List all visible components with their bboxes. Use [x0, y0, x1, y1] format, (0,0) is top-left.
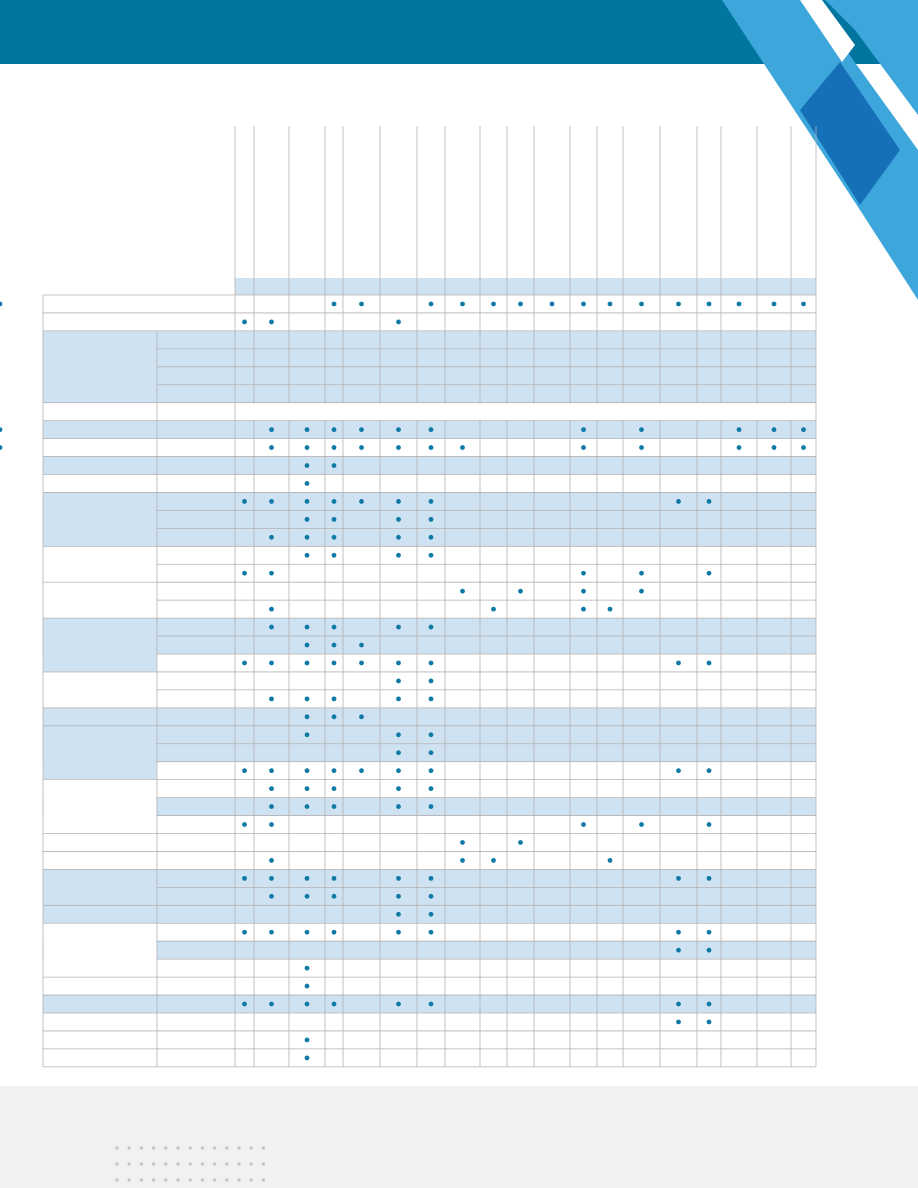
matrix-dot [581, 302, 586, 307]
matrix-dot [305, 1055, 310, 1060]
matrix-dot [242, 499, 247, 504]
matrix-dot [332, 463, 337, 468]
matrix-dot [429, 535, 434, 540]
matrix-dot [396, 768, 401, 773]
matrix-dot [707, 661, 712, 666]
matrix-dot [242, 876, 247, 881]
matrix-dot [608, 858, 613, 863]
matrix-dot [581, 822, 586, 827]
pattern-dot [164, 1146, 167, 1149]
pattern-dot [176, 1162, 179, 1165]
merged-label-cell-group-g [44, 726, 157, 779]
matrix-dot [269, 894, 274, 899]
merged-label-cell-group-d [44, 583, 157, 618]
matrix-dot [429, 876, 434, 881]
matrix-dot [429, 732, 434, 737]
matrix-dot [242, 571, 247, 576]
matrix-dot [332, 499, 337, 504]
matrix-dot [772, 427, 777, 432]
merged-label-cell-group-h [44, 780, 157, 833]
matrix-dot [676, 661, 681, 666]
matrix-dot [396, 876, 401, 881]
matrix-dot [737, 427, 742, 432]
matrix-dot [707, 876, 712, 881]
matrix-dot [639, 302, 644, 307]
matrix-dot [676, 499, 681, 504]
matrix-dot [429, 517, 434, 522]
matrix-dot [429, 912, 434, 917]
pattern-dot [237, 1146, 240, 1149]
pattern-dot [128, 1178, 131, 1181]
pattern-dot [201, 1178, 204, 1181]
matrix-dot [737, 302, 742, 307]
matrix-dot [772, 445, 777, 450]
matrix-dot [332, 768, 337, 773]
merged-label-cell-group-b [44, 493, 157, 546]
matrix-dot [707, 571, 712, 576]
matrix-dot [707, 822, 712, 827]
matrix-dot [269, 822, 274, 827]
pattern-dot [115, 1162, 118, 1165]
matrix-dot [396, 1002, 401, 1007]
matrix-dot [550, 302, 555, 307]
matrix-dot [269, 768, 274, 773]
matrix-dot [0, 427, 2, 432]
matrix-dot [396, 930, 401, 935]
pattern-dot [213, 1146, 216, 1149]
matrix-dot [581, 571, 586, 576]
matrix-dot [801, 302, 806, 307]
matrix-dot [429, 499, 434, 504]
matrix-dot [242, 1002, 247, 1007]
matrix-dot [305, 786, 310, 791]
matrix-dot [429, 661, 434, 666]
matrix-dot [707, 302, 712, 307]
matrix-dot [396, 786, 401, 791]
matrix-dot [396, 320, 401, 325]
row-shade [43, 349, 816, 367]
matrix-dot [676, 768, 681, 773]
matrix-dot [429, 302, 434, 307]
matrix-dot [332, 714, 337, 719]
matrix-dot [396, 750, 401, 755]
pattern-dot [201, 1162, 204, 1165]
matrix-dot [639, 571, 644, 576]
matrix-dot [396, 804, 401, 809]
matrix-dot [676, 930, 681, 935]
row-shade [43, 708, 816, 726]
matrix-dot [396, 625, 401, 630]
matrix-dot [269, 786, 274, 791]
row-shade [43, 457, 816, 475]
matrix-dot [305, 625, 310, 630]
matrix-dot [581, 445, 586, 450]
pattern-dot [189, 1146, 192, 1149]
pattern-dot [164, 1178, 167, 1181]
matrix-dot [269, 499, 274, 504]
matrix-dot [305, 696, 310, 701]
matrix-dot [676, 302, 681, 307]
matrix-dot [305, 499, 310, 504]
pattern-dot [140, 1146, 143, 1149]
matrix-dot [429, 768, 434, 773]
matrix-dot [269, 804, 274, 809]
matrix-dot [429, 930, 434, 935]
merged-label-cell-group-j [44, 924, 157, 977]
pattern-dot [128, 1146, 131, 1149]
matrix-dot [332, 1002, 337, 1007]
matrix-dot [332, 661, 337, 666]
pattern-dot [152, 1178, 155, 1181]
pattern-dot [262, 1146, 265, 1149]
matrix-dot [581, 607, 586, 612]
matrix-dot [305, 930, 310, 935]
matrix-dot [332, 930, 337, 935]
matrix-dot [359, 445, 364, 450]
matrix-dot [429, 625, 434, 630]
matrix-dot [242, 768, 247, 773]
pattern-dot [250, 1146, 253, 1149]
matrix-dot [429, 894, 434, 899]
pattern-dot [128, 1162, 131, 1165]
matrix-dot [242, 930, 247, 935]
matrix-dot [305, 535, 310, 540]
matrix-dot [801, 427, 806, 432]
matrix-dot [707, 1002, 712, 1007]
matrix-dot [707, 930, 712, 935]
matrix-dot [305, 894, 310, 899]
matrix-dot [396, 732, 401, 737]
pattern-dot [152, 1146, 155, 1149]
matrix-dot [305, 463, 310, 468]
row-shade [43, 385, 816, 403]
matrix-dot [269, 320, 274, 325]
matrix-dot [332, 786, 337, 791]
matrix-dot [305, 768, 310, 773]
pattern-dot [262, 1162, 265, 1165]
decorative-dot-pattern [110, 1140, 270, 1188]
matrix-dot [429, 786, 434, 791]
matrix-dot [332, 696, 337, 701]
pattern-dot [237, 1178, 240, 1181]
matrix-dot [491, 858, 496, 863]
matrix-dot [242, 822, 247, 827]
matrix-dot [460, 302, 465, 307]
matrix-dot [396, 427, 401, 432]
matrix-dot [305, 804, 310, 809]
matrix-dot [332, 553, 337, 558]
pattern-dot [250, 1178, 253, 1181]
merged-label-cell-group-c [44, 547, 157, 582]
matrix-dot [269, 1002, 274, 1007]
row-shade [43, 367, 816, 385]
pattern-dot [140, 1178, 143, 1181]
matrix-dot [518, 840, 523, 845]
matrix-dot [305, 966, 310, 971]
matrix-dot [396, 535, 401, 540]
matrix-dot [305, 445, 310, 450]
matrix-dot [608, 302, 613, 307]
matrix-dot [676, 948, 681, 953]
row-shade [43, 331, 816, 349]
matrix-dot [518, 302, 523, 307]
pattern-dot [250, 1162, 253, 1165]
matrix-dot [396, 661, 401, 666]
matrix-dot [332, 427, 337, 432]
matrix-dot [429, 553, 434, 558]
matrix-dot [0, 302, 2, 307]
pattern-dot [213, 1178, 216, 1181]
matrix-dot [305, 643, 310, 648]
matrix-dot [305, 661, 310, 666]
matrix-dot [305, 1038, 310, 1043]
matrix-dot [305, 481, 310, 486]
matrix-dot [269, 858, 274, 863]
matrix-dot [359, 714, 364, 719]
pattern-dot [201, 1146, 204, 1149]
matrix-dot [359, 768, 364, 773]
pattern-dot [176, 1178, 179, 1181]
merged-label-cell-group-e [44, 619, 157, 672]
matrix-dot [359, 661, 364, 666]
matrix-dot [332, 643, 337, 648]
matrix-dot [305, 517, 310, 522]
merged-label-cell-group-f [44, 673, 157, 708]
matrix-dot [396, 679, 401, 684]
matrix-dot [359, 499, 364, 504]
matrix-dot [707, 499, 712, 504]
pattern-dot [176, 1146, 179, 1149]
matrix-dot [396, 912, 401, 917]
blank-band [236, 403, 816, 420]
matrix-dot [332, 804, 337, 809]
pattern-dot [115, 1178, 118, 1181]
matrix-dot [396, 499, 401, 504]
matrix-dot [269, 930, 274, 935]
matrix-dot [737, 445, 742, 450]
matrix-dot [429, 679, 434, 684]
matrix-dot [305, 876, 310, 881]
pattern-dot [189, 1162, 192, 1165]
matrix-dot [269, 535, 274, 540]
matrix-dot [491, 607, 496, 612]
matrix-dot [305, 732, 310, 737]
matrix-dot [772, 302, 777, 307]
matrix-dot [676, 1020, 681, 1025]
matrix-dot [639, 822, 644, 827]
matrix-dot [581, 589, 586, 594]
matrix-dot [429, 750, 434, 755]
matrix-dot [332, 445, 337, 450]
matrix-dot [676, 1002, 681, 1007]
matrix-dot [460, 445, 465, 450]
matrix-dot [332, 535, 337, 540]
matrix-dot [269, 661, 274, 666]
matrix-dot [359, 643, 364, 648]
matrix-dot [460, 858, 465, 863]
matrix-dot [332, 894, 337, 899]
matrix-dot [332, 876, 337, 881]
pattern-dot [115, 1146, 118, 1149]
matrix-dot [242, 320, 247, 325]
matrix-dot [269, 571, 274, 576]
pattern-dot [225, 1162, 228, 1165]
pattern-dot [164, 1162, 167, 1165]
pattern-dot [237, 1162, 240, 1165]
matrix-dot [429, 696, 434, 701]
matrix-dot [639, 445, 644, 450]
matrix-dot [269, 696, 274, 701]
matrix-dot [707, 768, 712, 773]
matrix-dot [396, 553, 401, 558]
header-strip [235, 278, 816, 295]
matrix-dot [305, 714, 310, 719]
matrix-dot [518, 589, 523, 594]
matrix-dot [305, 553, 310, 558]
matrix-dot [269, 607, 274, 612]
matrix-dot [429, 804, 434, 809]
matrix-dot [460, 840, 465, 845]
matrix-dot [676, 876, 681, 881]
pattern-dot [152, 1162, 155, 1165]
matrix-dot [429, 1002, 434, 1007]
matrix-dot [305, 1002, 310, 1007]
row-shade [43, 636, 816, 654]
matrix-dot [269, 876, 274, 881]
merged-label-cell-group-a [44, 332, 157, 403]
matrix-dot [0, 445, 2, 450]
matrix-dot [460, 589, 465, 594]
pattern-dot [262, 1178, 265, 1181]
row-shade [43, 941, 816, 959]
matrix-dot [332, 302, 337, 307]
matrix-dot [269, 427, 274, 432]
matrix-dot [269, 625, 274, 630]
merged-label-cell-group-i [44, 870, 157, 905]
matrix-dot [639, 427, 644, 432]
matrix-dot [396, 517, 401, 522]
matrix-dot [359, 302, 364, 307]
pattern-dot [225, 1178, 228, 1181]
matrix-dot [396, 894, 401, 899]
pattern-dot [140, 1162, 143, 1165]
matrix-dot [608, 607, 613, 612]
matrix-dot [396, 445, 401, 450]
pattern-dot [189, 1178, 192, 1181]
matrix-dot [429, 445, 434, 450]
matrix-dot [581, 427, 586, 432]
matrix-dot [305, 427, 310, 432]
matrix-dot [396, 696, 401, 701]
matrix-dot [707, 1020, 712, 1025]
matrix-dot [242, 661, 247, 666]
pattern-dot [225, 1146, 228, 1149]
matrix-dot [332, 625, 337, 630]
matrix-dot [359, 427, 364, 432]
matrix-dot [429, 427, 434, 432]
matrix-dot [639, 589, 644, 594]
matrix-dot [269, 445, 274, 450]
matrix-dot [305, 984, 310, 989]
matrix-dot [332, 517, 337, 522]
matrix-dot [801, 445, 806, 450]
pattern-dot [213, 1162, 216, 1165]
matrix-dot [491, 302, 496, 307]
matrix-dot [707, 948, 712, 953]
